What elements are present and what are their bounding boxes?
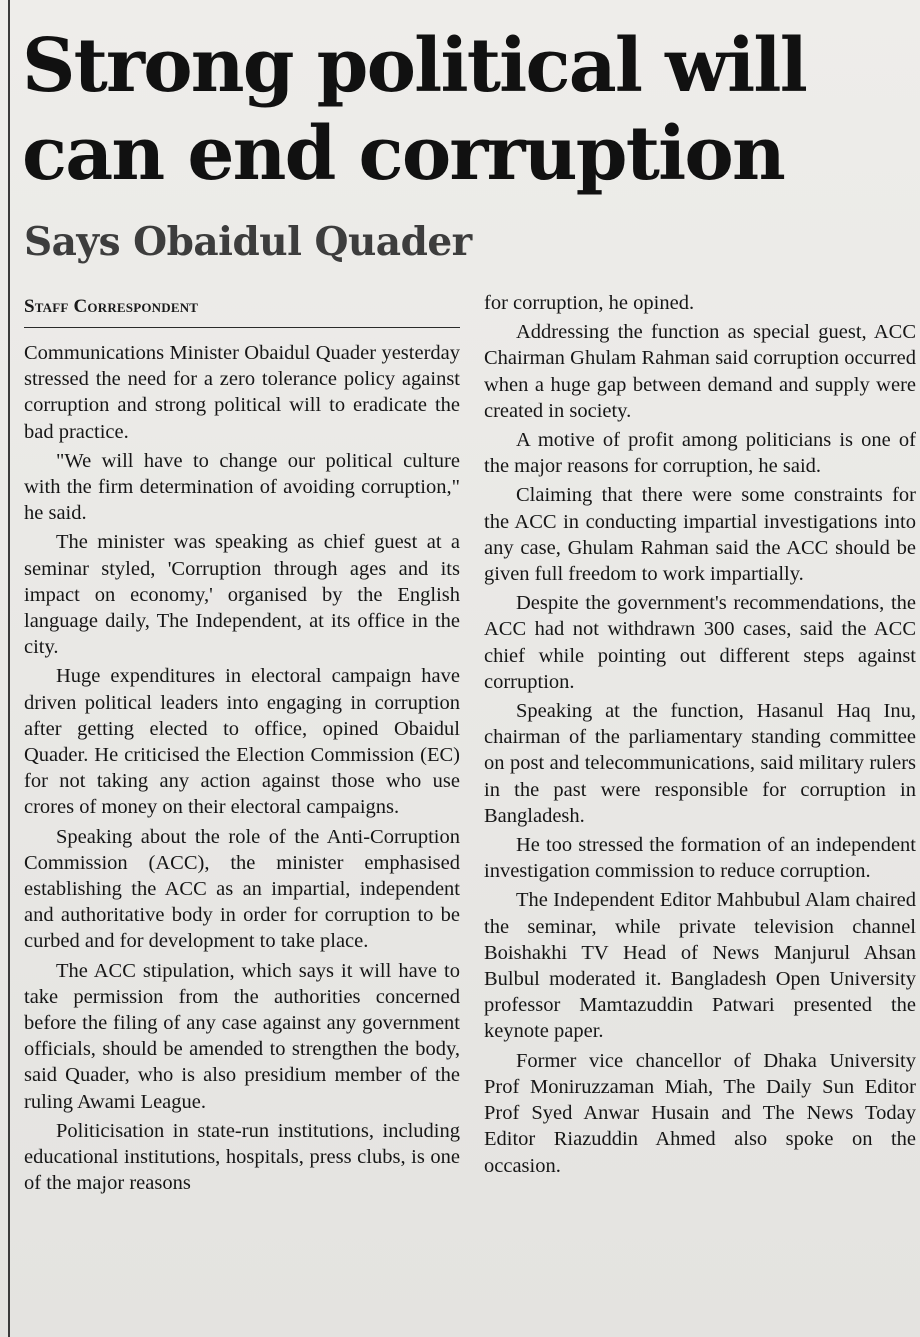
paragraph: Despite the government's recommendations, the ACC had not withdrawn 300 cases, said the ACC chief while pointing out different steps against corruption. xyxy=(484,592,916,693)
paragraph: Addressing the function as special guest, ACC Chairman Ghulam Rahman said corruption occurred when a huge gap between demand and supply were created in society. xyxy=(484,321,916,422)
byline-divider xyxy=(24,327,460,328)
article-column-right xyxy=(484,290,916,1182)
paragraph: Politicisation in state-run institutions, including educational institutions, hospitals, press clubs, is one of the major reasons xyxy=(24,1119,460,1195)
paragraph: "We will have to change our political culture with the firm determination of avoiding corruption," he said. xyxy=(24,449,460,525)
paragraph: Speaking at the function, Hasanul Haq Inu, chairman of the parliamentary standing committee on post and telecommunications, said military rulers in the past were responsible for corruption in Bangladesh. xyxy=(484,700,916,827)
paragraph: The Independent Editor Mahbubul Alam chaired the seminar, while private television channel Boishakhi TV Head of News Manjurul Ahsan Bulbul moderated it. Bangladesh Open University professor Mamtazuddin Patwari presented the keynote paper. xyxy=(484,889,916,1043)
article-subhead: Says Obaidul Quader xyxy=(24,219,472,265)
paragraph: The ACC stipulation, which says it will have to take permission from the authorities concerned before the filing of any case against any government officials, should be amended to strengthen the body, said Quader, who is also presidium member of the ruling Awami League. xyxy=(24,959,460,1113)
paragraph: A motive of profit among politicians is one of the major reasons for corruption, he said. xyxy=(484,429,916,478)
paragraph: Claiming that there were some constraints for the ACC in conducting impartial investigations into any case, Ghulam Rahman said the ACC should be given full freedom to work impartially. xyxy=(484,484,916,586)
paragraph: Communications Minister Obaidul Quader yesterday stressed the need for a zero tolerance policy against corruption and strong political will to eradicate the bad practice. xyxy=(24,342,460,443)
article-headline: Strong political will can end corruption xyxy=(22,23,807,197)
paragraph: for corruption, he opined. xyxy=(484,292,695,314)
paragraph: Huge expenditures in electoral campaign have driven political leaders into engaging in corruption after getting elected to office, opined Obaidul Quader. He criticised the Election Commission (EC) for not taking any action against those who use crores of money on their electoral campaigns. xyxy=(24,665,460,819)
paragraph: He too stressed the formation of an independent investigation commission to reduce corruption. xyxy=(484,834,916,883)
article-column-left xyxy=(24,340,460,1200)
paragraph: Former vice chancellor of Dhaka University Prof Moniruzzaman Miah, The Daily Sun Editor Prof Syed Anwar Husain and The News Today Editor Riazuddin Ahmed also spoke on the occasion. xyxy=(484,1049,916,1177)
paragraph: Speaking about the role of the Anti-Corruption Commission (ACC), the minister emphasised establishing the ACC as an impartial, independent and authoritative body in order for corruption to be curbed and for development to take place. xyxy=(24,825,460,953)
column-edge-rule xyxy=(8,0,10,1337)
article-byline: Staff Correspondent xyxy=(24,296,199,317)
paragraph: The minister was speaking as chief guest at a seminar styled, 'Corruption through ages and its impact on economy,' organised by the English language daily, The Independent, at its office in the city. xyxy=(24,531,460,659)
